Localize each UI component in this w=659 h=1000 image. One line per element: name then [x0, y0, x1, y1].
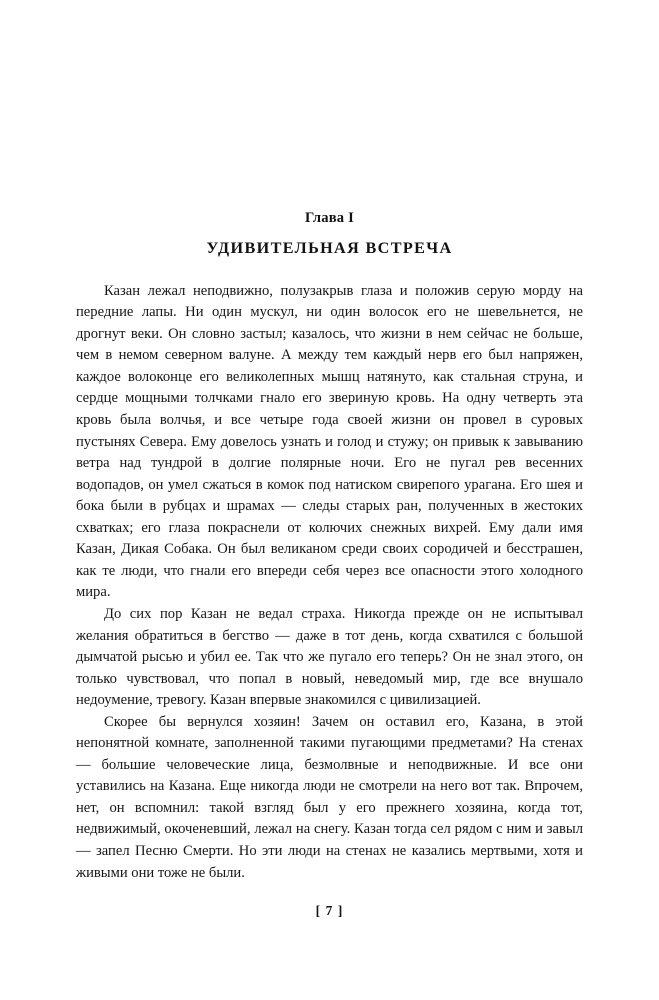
body-text — [76, 281, 583, 884]
chapter-title: УДИВИТЕЛЬНАЯ ВСТРЕЧА — [206, 238, 453, 257]
page-text-block — [76, 0, 583, 884]
chapter-heading — [76, 209, 583, 259]
chapter-number: Глава I — [304, 210, 355, 226]
paragraph: Скорее бы вернулся хозяин! Зачем он оставил его, Казана, в этой непонятной комнате, заполненной такими пугающими предметами? На стенах — большие человеческие лица, безмолвные и неподвижные. И все они уставились на Казана. Еще никогда люди не смотрели на него вот так. Впрочем, нет, он вспомнил: такой взгляд был у его прежнего хозяина, когда тот, недвижимый, окоченевший, лежал на снегу. Казан тогда сел рядом с ним и завыл — запел Песню Смерти. Но эти люди на стенах не казались мертвыми, хотя и живыми они тоже не были. — [76, 713, 583, 881]
paragraph: До сих пор Казан не ведал страха. Никогда прежде он не испытывал желания обратиться в бегство — даже в тот день, когда схватился с большой дымчатой рысью и убил ее. Так что же пугало его теперь? Он не знал этого, он только чувствовал, что попал в новый, неведомый мир, где все внушало недоумение, тревогу. Казан впервые знакомился с цивилизацией. — [76, 605, 583, 709]
page-number: [ 7 ] — [315, 903, 344, 918]
paragraph: Казан лежал неподвижно, полузакрыв глаза и положив серую морду на передние лапы. Ни один мускул, ни один волосок его не шевельнется, не дрогнут веки. Он словно застыл; казалось, что жизни в нем сейчас не больше, чем в немом северном валуне. А между тем каждый нерв его был напряжен, каждое волоконце его великолепных мышц натянуто, как стальная струна, и сердце мощными толчками гнало его звериную кровь. На одну четверть эта кровь была волчья, и все четыре года своей жизни он провел в суровых пустынях Севера. Ему довелось узнать и голод и стужу; он привык к завыванию ветра над тундрой в долгие полярные ночи. Его не пугал рев весенних водопадов, он умел сжаться в комок под натиском свирепого урагана. Его шея и бока были в рубцах и шрамах — следы старых ран, полученных в жестоких схватках; его глаза покраснели от колючих снежных вихрей. Ему дали имя Казан, Дикая Собака. Он был великаном среди своих сородичей и бесстрашен, как те люди, что гнали его впереди себя через все опасности этого холодного мира. — [76, 282, 583, 601]
